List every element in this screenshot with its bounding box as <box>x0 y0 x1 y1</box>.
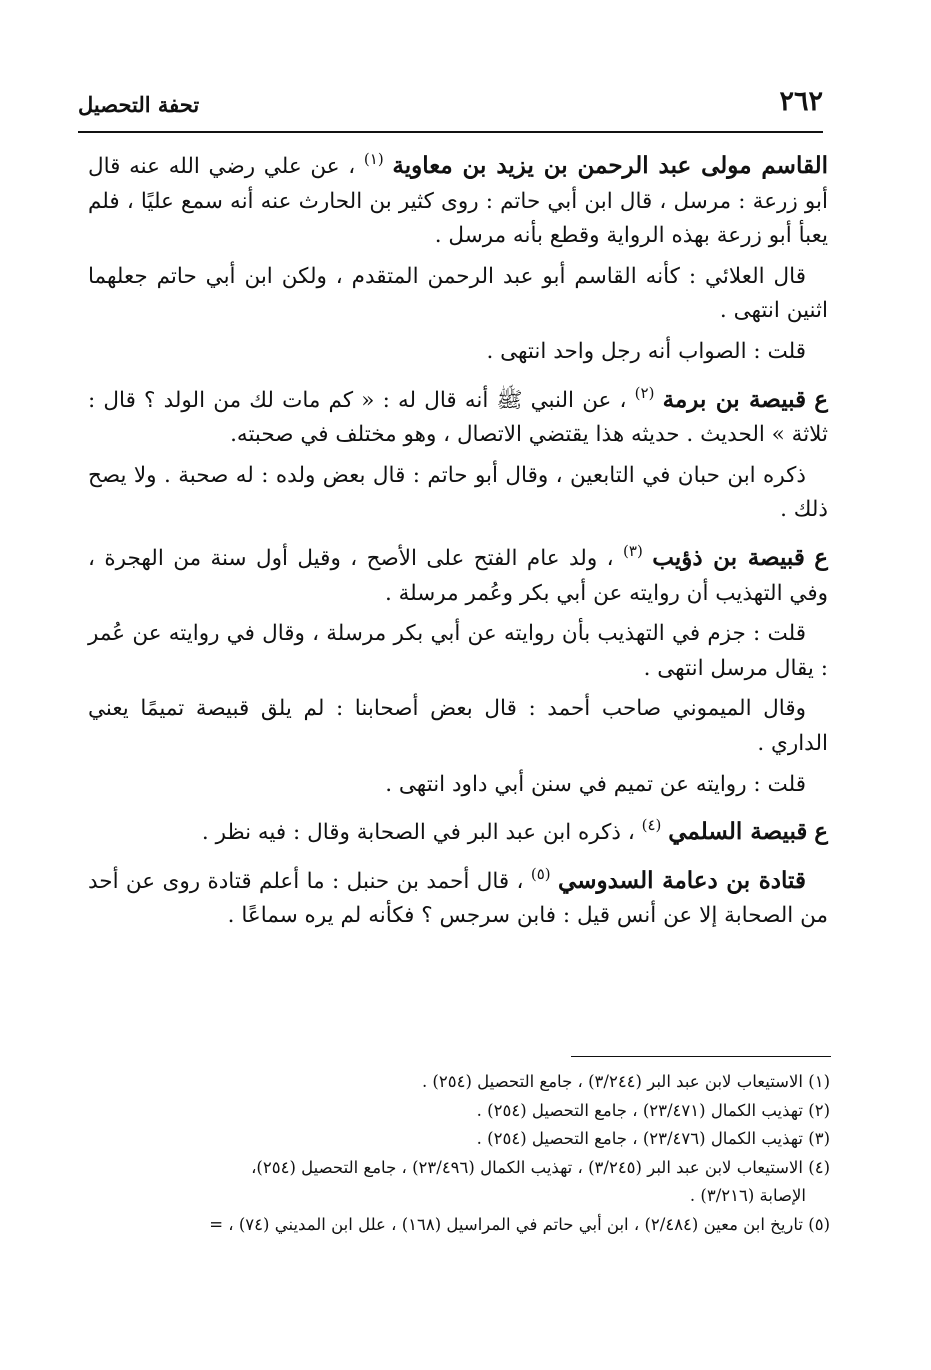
paragraph-text: ذكره ابن حبان في التابعين ، وقال أبو حاتم : قال بعض ولده : له صحبة . ولا يصح ذلك . <box>88 462 828 523</box>
entry-mark: ع <box>814 818 828 846</box>
entry-name: قبيصة بن برمة <box>662 385 807 413</box>
paragraph-text: قال العلائي : كأنه القاسم أبو عبد الرحمن المتقدم ، ولكن ابن أبي حاتم جعلهما اثنين انتهى . <box>88 263 828 324</box>
footnote-3: (٣) تهذيب الكمال (٢٣/٤٧٦) ، جامع التحصيل (٢٥٤) . <box>476 1129 830 1149</box>
entry-name: القاسم مولى عبد الرحمن بن يزيد بن معاوية <box>392 152 828 179</box>
paragraph-text: قلت : جزم في التهذيب بأن روايته عن أبي بكر مرسلة ، وقال في روايته عن عُمر : يقال مرسل انتهى . <box>88 621 828 681</box>
paragraph <box>88 335 828 370</box>
footnote-ref: (٥) <box>530 864 551 883</box>
footnote-ref: (٢) <box>634 383 655 402</box>
entry-name: قبيصة السلمي <box>668 818 808 846</box>
entry-name: قبيصة بن ذؤيب <box>652 543 805 571</box>
entry-text: ، قال أحمد بن حنبل : ما أعلم قتادة روى عن أحد من الصحابة إلا عن أنس قيل : فابن سرجس ؟ فكأنه لم يره سماعًا . <box>88 868 828 929</box>
paragraph <box>88 617 828 686</box>
page-header <box>78 88 823 132</box>
entry-qabisa-dhuayb <box>88 534 828 611</box>
entry-text: ، عن علي رضي الله عنه قال أبو زرعة : مرسل ، قال ابن أبي حاتم : روى كثير بن الحارث عنه أنه سمع عليًا ، فلم يعبأ أبو زرعة بهذه الرواية وقطع بأنه مرسل . <box>88 154 828 249</box>
paragraph <box>88 459 828 528</box>
footnote-1: (١) الاستيعاب لابن عبد البر (٣/٢٤٤) ، جامع التحصيل (٢٥٤) . <box>421 1072 830 1091</box>
paragraph-text: قلت : روايته عن تميم في سنن أبي داود انتهى . <box>385 771 806 797</box>
entry-name: قتادة بن دعامة السدوسي <box>558 866 806 894</box>
footnote-4: (٤) الاستيعاب لابن عبد البر (٣/٢٤٥) ، تهذيب الكمال (٢٣/٤٩٦) ، جامع التحصيل (٢٥٤)، <box>251 1157 830 1177</box>
entry-text: ، ذكره ابن عبد البر في الصحابة وقال : فيه نظر . <box>201 820 635 846</box>
footnote-ref: (٣) <box>623 541 643 560</box>
footnote-5: (٥) تاريخ ابن معين (٢/٤٨٤) ، ابن أبي حاتم في المراسيل (١٦٨) ، علل ابن المديني (٧٤) ، = <box>209 1214 830 1234</box>
entry-text: ، ولد عام الفتح على الأصح ، وقيل أول سنة من الهجرة ، وفي التهذيب أن روايته عن أبي بكر وعُمر مرسلة . <box>88 545 828 606</box>
entry-mark: ع <box>814 543 829 571</box>
entry-qasim <box>88 142 828 254</box>
footnote-separator <box>571 1056 831 1057</box>
entry-qatada <box>88 857 828 934</box>
entry-qabisa-sulami <box>88 808 828 851</box>
paragraph-text: قلت : الصواب أنه رجل واحد انتهى . <box>486 338 806 364</box>
footnote-ref: (١) <box>363 150 384 168</box>
footnote-2: (٢) تهذيب الكمال (٢٣/٤٧١) ، جامع التحصيل (٢٥٤) . <box>476 1100 830 1120</box>
footnote-ref: (٤) <box>641 816 662 835</box>
footnotes <box>82 1068 830 1240</box>
entry-text: ، عن النبي ﷺ أنه قال له : « كم مات لك من الولد ؟ قال : ثلاثة » الحديث . حديثه هذا يقتضي الاتصال ، وهو مختلف في صحبته. <box>88 387 828 448</box>
paragraph <box>88 768 828 803</box>
paragraph <box>88 260 828 329</box>
footnote-4-continuation: الإصابة (٣/٢١٦) . <box>689 1186 806 1206</box>
main-text <box>88 142 828 940</box>
running-title: تحفة التحصيل <box>78 92 200 117</box>
paragraph-text: وقال الميموني صاحب أحمد : قال بعض أصحابنا : لم يلق قبيصة تميمًا يعني الداري . <box>88 696 828 756</box>
paragraph <box>88 692 828 761</box>
entry-qabisa-barma <box>88 376 828 453</box>
entry-mark: ع <box>814 385 829 413</box>
page-number: ٢٦٢ <box>779 86 823 117</box>
header-rule <box>78 131 823 133</box>
